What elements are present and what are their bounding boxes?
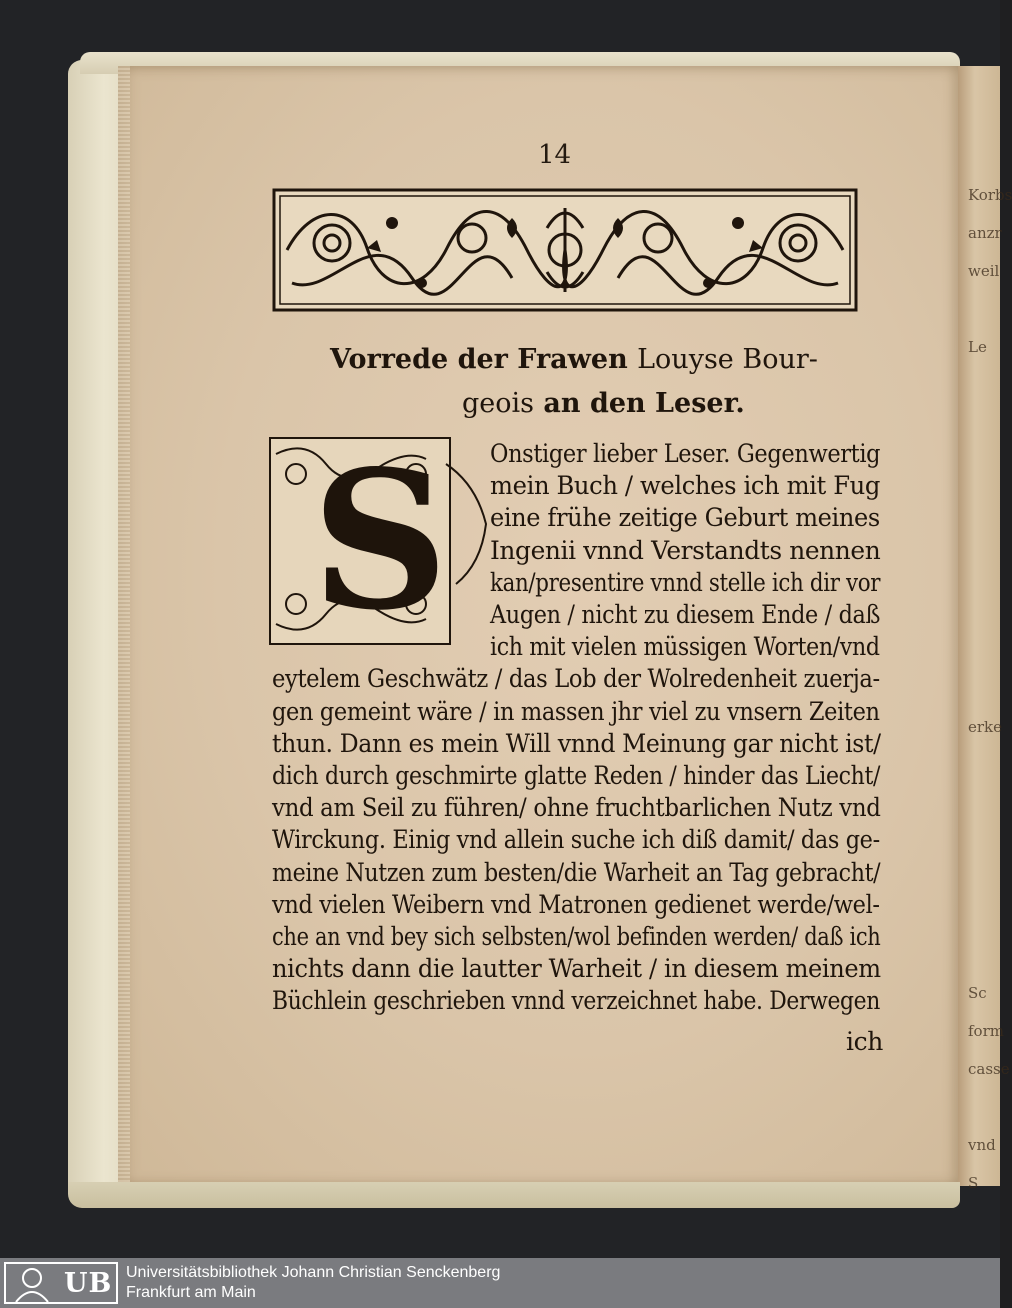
library-city: Frankfurt am Main bbox=[126, 1284, 256, 1301]
adjacent-page-word bbox=[968, 822, 1000, 860]
text-line: ich mit vielen müssigen Worten/vnd bbox=[490, 632, 880, 662]
adjacent-page-word bbox=[968, 518, 1000, 556]
adjacent-page-word: casse bbox=[968, 1060, 1010, 1078]
adjacent-page-word: Sc bbox=[968, 984, 987, 1002]
text-line: mein Buch / welches ich mit Fug bbox=[490, 471, 881, 501]
adjacent-page-word: Korbs bbox=[968, 186, 1012, 204]
text-line: Wirckung. Einig vnd allein suche ich diß damit/ das ge- bbox=[272, 825, 880, 855]
adjacent-page-word bbox=[968, 404, 1000, 442]
catchword: ich bbox=[846, 1027, 883, 1056]
adjacent-page-word bbox=[968, 746, 1000, 784]
text-line: kan/presentire vnnd stelle ich dir vor bbox=[490, 567, 881, 597]
text-line: gen gemeint wäre / in massen jhr viel zu vnsern Zeiten bbox=[272, 696, 880, 726]
decorated-initial bbox=[266, 429, 494, 652]
heading-fraktur-1: Vorrede der Frawen bbox=[330, 344, 628, 375]
library-footer bbox=[0, 1258, 1000, 1308]
ornamental-headpiece bbox=[272, 188, 858, 312]
text-line: eine frühe zeitige Geburt meines bbox=[490, 503, 880, 533]
page-number: 14 bbox=[538, 140, 572, 170]
adjacent-page-word: Le bbox=[968, 338, 987, 356]
initial-letter: S bbox=[311, 429, 449, 652]
adjacent-page-word: erke bbox=[968, 718, 1003, 736]
adjacent-page-fragment bbox=[958, 66, 1012, 1192]
heading-line-1 bbox=[330, 338, 850, 382]
text-line: nichts dann die lautter Warheit / in diesem meinem bbox=[272, 954, 881, 984]
text-line: Büchlein geschrieben vnnd verzeichnet habe. Derwegen bbox=[272, 986, 880, 1016]
adjacent-page-word bbox=[968, 480, 1000, 518]
adjacent-page-word bbox=[968, 1088, 1000, 1126]
adjacent-page-word: anzr bbox=[968, 224, 1002, 242]
library-logo bbox=[4, 1262, 118, 1304]
logo-text: UB bbox=[64, 1268, 113, 1299]
adjacent-page-text bbox=[958, 66, 1012, 1192]
adjacent-page-word bbox=[968, 290, 1000, 328]
text-line: eytelem Geschwätz / das Lob der Wolredenheit zuerja- bbox=[272, 664, 880, 694]
text-line: dich durch geschmirte glatte Reden / hinder das Liecht/ bbox=[272, 761, 881, 790]
adjacent-page-word bbox=[968, 594, 1000, 632]
adjacent-page-word: form bbox=[968, 1022, 1004, 1040]
text-line: Onstiger lieber Leser. Gegenwertig bbox=[490, 439, 881, 468]
vellum-cover-bottom bbox=[68, 1182, 960, 1208]
heading-line-2 bbox=[330, 382, 850, 426]
text-line: che an vnd bey sich selbsten/wol befinden werden/ daß ich bbox=[272, 922, 881, 951]
adjacent-page-word bbox=[968, 556, 1000, 594]
page-edges bbox=[118, 66, 130, 1186]
portrait-icon bbox=[10, 1264, 56, 1302]
adjacent-page-word bbox=[968, 860, 1000, 898]
text-line: Ingenii vnnd Verstandts nennen bbox=[490, 535, 881, 565]
adjacent-page-word: weil bbox=[968, 262, 1000, 280]
heading-roman-2: geois bbox=[462, 388, 535, 419]
adjacent-page-word: vnd S bbox=[968, 1136, 996, 1192]
text-line: thun. Dann es mein Will vnnd Meinung gar nicht ist/ bbox=[272, 728, 881, 758]
library-name: Universitätsbibliothek Johann Christian Senckenberg bbox=[126, 1264, 501, 1281]
text-line: Augen / nicht zu diesem Ende / daß bbox=[490, 600, 881, 629]
text-line: vnd am Seil zu führen/ ohne fruchtbarlichen Nutz vnd bbox=[272, 793, 881, 823]
adjacent-page-word bbox=[968, 936, 1000, 974]
adjacent-page-word bbox=[968, 670, 1000, 708]
chapter-heading bbox=[330, 338, 850, 426]
heading-roman-1: Louyse Bour- bbox=[637, 344, 818, 375]
text-line: vnd vielen Weibern vnd Matronen gedienet werde/wel- bbox=[272, 889, 880, 919]
adjacent-page-word bbox=[968, 898, 1000, 936]
adjacent-page-word bbox=[968, 784, 1000, 822]
heading-fraktur-2: an den Leser. bbox=[543, 388, 745, 419]
adjacent-page-word bbox=[968, 442, 1000, 480]
text-line: meine Nutzen zum besten/die Warheit an Tag gebracht/ bbox=[272, 857, 881, 887]
adjacent-page-word bbox=[968, 632, 1000, 670]
adjacent-page-word bbox=[968, 366, 1000, 404]
